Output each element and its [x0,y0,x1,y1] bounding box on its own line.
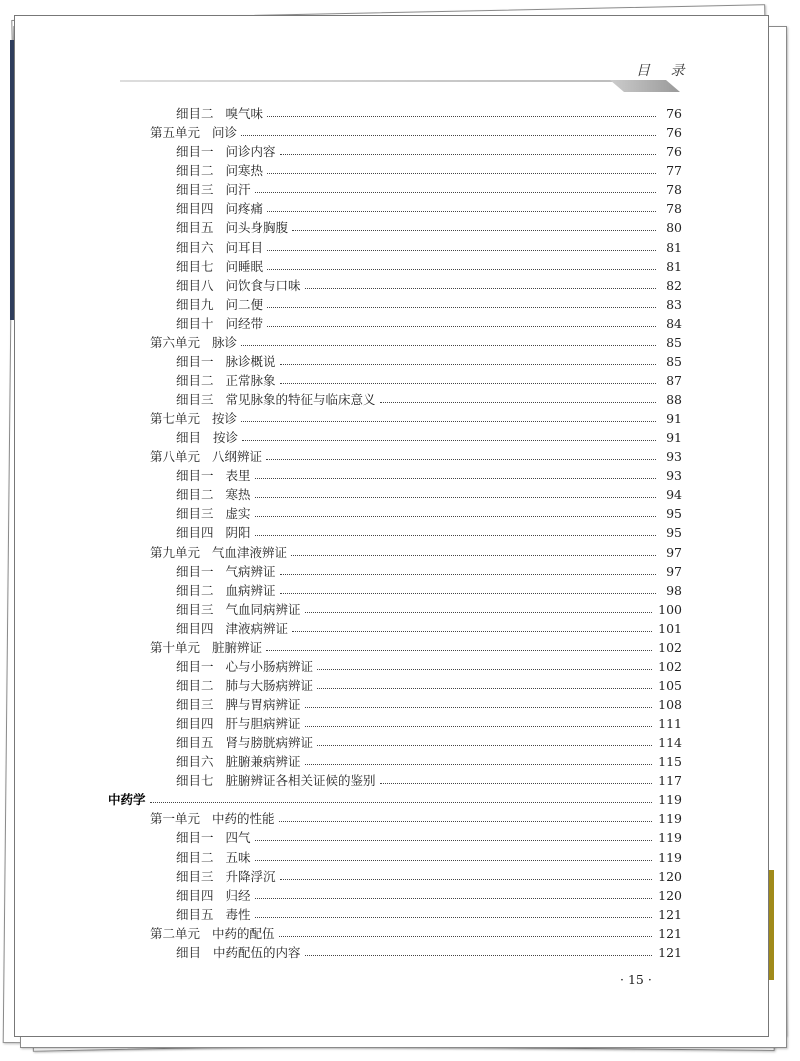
toc-entry[interactable] [108,655,682,674]
toc-entry-code: 细目 [176,430,202,446]
dot-leader [255,860,653,861]
dot-leader [305,955,653,956]
running-header-title: 目 录 [636,63,693,79]
toc-entry-code: 细目四 [176,201,214,217]
toc-entry-title: 脏腑辨证 [212,639,263,655]
toc-entry-title: 脉诊 [212,334,238,350]
toc-entry-page: 97 [666,544,682,560]
toc-entry-code: 细目一 [176,353,214,369]
toc-entry-code: 细目八 [176,277,214,293]
toc-entry-page: 81 [666,239,682,255]
toc-entry-title: 表里 [225,468,251,484]
toc-entry[interactable] [108,769,682,788]
dot-leader [255,497,656,498]
toc-entry-code: 细目五 [176,906,214,922]
toc-entry-page: 100 [658,601,682,617]
toc-entry-page: 95 [666,525,682,541]
dot-leader [317,669,652,670]
dot-leader [255,516,656,517]
toc-entry-title: 脏腑辨证各相关证候的鉴别 [225,773,376,789]
toc-entry[interactable] [108,788,682,807]
toc-entry-code: 细目一 [176,468,214,484]
dot-leader [317,745,652,746]
dot-leader [255,917,653,918]
dot-leader [380,783,653,784]
toc-entry-title: 问饮食与口味 [225,277,301,293]
toc-entry-page: 81 [666,258,682,274]
toc-entry-page: 119 [658,811,682,827]
dot-leader [305,764,653,765]
toc-entry[interactable] [108,483,682,502]
toc-entry[interactable] [108,636,682,655]
toc-entry[interactable] [108,884,682,903]
toc-entry-page: 84 [666,315,682,331]
toc-entry-code: 细目六 [176,754,214,770]
toc-entry-code: 细目四 [176,887,214,903]
toc-entry-title: 寒热 [225,487,251,503]
toc-entry-code: 细目五 [176,735,214,751]
dot-leader [267,269,656,270]
toc-entry-title: 肝与胆病辨证 [225,716,301,732]
toc-entry[interactable] [108,350,682,369]
dot-leader [280,364,656,365]
toc-entry[interactable] [108,826,682,845]
dot-leader [255,478,656,479]
toc-entry[interactable] [108,731,682,750]
toc-entry-title: 脾与胃病辨证 [225,697,301,712]
toc-entry-title: 中药的性能 [212,811,275,827]
toc-entry-code: 第六单元 [150,334,201,350]
toc-entry-code: 细目七 [176,773,214,789]
toc-entry-page: 108 [658,697,682,712]
toc-entry-code: 细目七 [176,258,214,274]
toc-entry[interactable] [108,598,682,617]
toc-entry[interactable] [108,845,682,864]
toc-entry[interactable] [108,693,682,712]
dot-leader [267,250,656,251]
toc-entry-page: 114 [658,735,682,751]
toc-entry[interactable] [108,807,682,826]
toc-entry[interactable] [108,140,682,159]
toc-entry-title: 归经 [225,887,251,903]
dot-leader [241,135,656,136]
toc-entry[interactable] [108,178,682,197]
dot-leader [241,345,656,346]
toc-entry-code: 细目六 [176,239,214,255]
dot-leader [279,936,653,937]
toc-entry-code: 细目三 [176,697,214,712]
toc-entry-page: 76 [666,144,682,160]
toc-entry-code: 细目三 [176,392,214,407]
dot-leader [305,726,653,727]
toc-entry[interactable] [108,865,682,884]
toc-entry-page: 117 [658,773,682,789]
toc-entry-page: 91 [666,411,682,427]
toc-entry-title: 气血津液辨证 [212,544,288,560]
dot-leader [280,154,656,155]
dot-leader [241,421,656,422]
toc-entry-code: 细目一 [176,658,214,674]
toc-entry-code: 细目三 [176,601,214,617]
toc-entry-page: 119 [658,849,682,865]
toc-entry-page: 76 [666,125,682,141]
toc-entry-code: 第五单元 [150,125,201,141]
toc-entry[interactable] [108,502,682,521]
toc-entry-title: 嗅气味 [225,106,264,122]
toc-entry-title: 中药学 [108,792,146,808]
toc-entry-code: 细目三 [176,182,214,198]
dot-leader [380,402,656,403]
toc-entry-title: 脉诊概说 [225,353,276,369]
toc-entry-code: 第七单元 [150,411,201,427]
dot-leader [305,707,653,708]
toc-entry-title: 问汗 [225,182,251,198]
toc-entry-code: 细目二 [176,677,214,693]
toc-entry-code: 细目四 [176,716,214,732]
toc-entry-title: 问诊 [212,125,238,141]
toc-entry-title: 问疼痛 [225,201,264,217]
toc-entry[interactable] [108,426,682,445]
toc-entry[interactable] [108,255,682,274]
toc-entry-title: 中药的配伍 [212,925,275,941]
toc-entry-title: 毒性 [225,906,251,922]
toc-entry[interactable] [108,369,682,388]
toc-entry-title: 问二便 [225,296,264,312]
toc-entry-page: 87 [666,372,682,388]
dot-leader [267,173,656,174]
toc-entry-title: 问头身胸腹 [225,220,289,236]
toc-entry-code: 细目二 [176,372,214,388]
toc-entry-page: 115 [658,754,682,770]
dot-leader [242,440,656,441]
dot-leader [266,650,652,651]
dot-leader [280,879,653,880]
toc-entry-code: 第八单元 [150,449,201,465]
toc-entry-title: 气血同病辨证 [225,601,301,617]
toc-entry[interactable] [108,922,682,941]
toc-entry-code: 细目 [176,944,202,960]
dot-leader [267,307,656,308]
toc-entry[interactable] [108,617,682,636]
toc-entry[interactable] [108,560,682,579]
toc-entry-page: 85 [666,334,682,350]
toc-entry-title: 心与小肠病辨证 [225,658,314,674]
toc-entry-title: 肾与膀胱病辨证 [225,735,314,751]
toc-entry-title: 按诊 [212,411,238,427]
toc-entry-title: 八纲辨证 [212,449,263,465]
toc-entry-title: 升降浮沉 [225,868,276,884]
toc-entry-page: 120 [658,887,682,903]
toc-entry[interactable] [108,540,682,559]
toc-entry-code: 细目二 [176,849,214,865]
toc-entry-title: 常见脉象的特征与临床意义 [225,392,376,407]
dot-leader [267,116,656,117]
toc-entry-page: 95 [666,506,682,522]
toc-entry-code: 第十单元 [150,639,201,655]
table-of-contents [108,102,682,960]
toc-entry-page: 102 [658,658,682,674]
toc-entry-title: 阴阳 [225,525,251,541]
toc-entry-title: 正常脉象 [225,372,276,388]
toc-entry-code: 细目二 [176,106,214,122]
toc-entry-code: 第九单元 [150,544,201,560]
dot-leader [267,326,656,327]
toc-entry-code: 细目三 [176,868,214,884]
toc-entry-title: 中药配伍的内容 [213,944,301,960]
toc-entry-page: 77 [666,163,682,179]
toc-entry[interactable] [108,274,682,293]
dot-leader [280,593,656,594]
dot-leader [305,288,656,289]
toc-entry-code: 第二单元 [150,925,201,941]
toc-entry[interactable] [108,941,682,960]
toc-entry-page: 78 [666,182,682,198]
toc-entry[interactable] [108,521,682,540]
toc-entry-page: 83 [666,296,682,312]
toc-entry-code: 细目四 [176,525,214,541]
dot-leader [255,535,656,536]
toc-entry-title: 五味 [225,849,251,865]
toc-entry-code: 细目九 [176,296,214,312]
toc-entry-page: 102 [658,639,682,655]
toc-entry-page: 119 [658,830,682,846]
toc-entry[interactable] [108,712,682,731]
toc-entry[interactable] [108,464,682,483]
toc-entry-title: 问睡眠 [225,258,264,274]
toc-entry-code: 细目五 [176,220,214,236]
toc-entry-code: 细目一 [176,830,214,846]
toc-entry-code: 第一单元 [150,811,201,827]
toc-entry-page: 94 [666,487,682,503]
toc-entry-page: 91 [666,430,682,446]
toc-entry-code: 细目一 [176,144,214,160]
page-number: · 15 · [620,972,652,987]
toc-entry[interactable] [108,216,682,235]
toc-entry-page: 101 [658,620,682,636]
dot-leader [280,383,656,384]
toc-entry-title: 问寒热 [225,163,264,179]
toc-entry-code: 细目二 [176,582,214,598]
toc-entry[interactable] [108,388,682,407]
dot-leader [279,821,653,822]
toc-entry-page: 98 [666,582,682,598]
dot-leader [317,688,652,689]
toc-entry[interactable] [108,312,682,331]
toc-entry-page: 88 [666,392,682,407]
toc-entry-title: 问耳目 [225,239,264,255]
toc-entry-title: 虚实 [225,506,251,522]
toc-entry-title: 气病辨证 [225,563,276,579]
toc-entry-page: 93 [666,449,682,465]
dot-leader [292,230,656,231]
toc-entry[interactable] [108,197,682,216]
toc-entry[interactable] [108,445,682,464]
toc-entry-page: 80 [666,220,682,236]
dot-leader [150,802,653,803]
toc-entry-code: 细目三 [176,506,214,522]
toc-entry-title: 津液病辨证 [225,620,289,636]
toc-entry-code: 细目二 [176,163,214,179]
toc-entry-code: 细目二 [176,487,214,503]
toc-entry-page: 121 [658,925,682,941]
toc-entry[interactable] [108,102,682,121]
dot-leader [266,459,656,460]
toc-entry-page: 82 [666,277,682,293]
dot-leader [280,574,656,575]
toc-entry-page: 105 [658,677,682,693]
toc-entry-title: 肺与大肠病辨证 [225,677,314,693]
dot-leader [291,555,656,556]
toc-entry[interactable] [108,750,682,769]
dot-leader [255,840,653,841]
toc-entry-page: 78 [666,201,682,217]
toc-entry-page: 121 [658,906,682,922]
toc-entry[interactable] [108,293,682,312]
toc-entry-code: 细目四 [176,620,214,636]
toc-entry[interactable] [108,674,682,693]
dot-leader [292,631,652,632]
toc-entry-title: 血病辨证 [225,582,276,598]
dot-leader [255,192,656,193]
toc-entry-page: 121 [658,944,682,960]
toc-entry-page: 111 [658,716,682,732]
toc-entry-title: 问经带 [225,315,264,331]
toc-entry[interactable] [108,159,682,178]
toc-entry-title: 脏腑兼病辨证 [225,754,301,770]
toc-entry-page: 120 [658,868,682,884]
toc-entry[interactable] [108,903,682,922]
toc-entry-page: 76 [666,106,682,122]
dot-leader [305,612,653,613]
toc-entry[interactable] [108,235,682,254]
toc-entry[interactable] [108,579,682,598]
toc-entry-page: 85 [666,353,682,369]
toc-entry-page: 97 [666,563,682,579]
toc-entry[interactable] [108,121,682,140]
toc-entry[interactable] [108,331,682,350]
toc-entry-title: 按诊 [213,430,239,446]
toc-entry-title: 四气 [225,830,251,846]
toc-entry-page: 119 [658,792,682,808]
toc-entry-code: 细目一 [176,563,214,579]
header-rule [120,80,650,82]
dot-leader [267,211,656,212]
toc-entry[interactable] [108,407,682,426]
toc-entry-code: 细目十 [176,315,214,331]
toc-entry-page: 93 [666,468,682,484]
dot-leader [255,898,653,899]
toc-entry-title: 问诊内容 [225,144,276,160]
